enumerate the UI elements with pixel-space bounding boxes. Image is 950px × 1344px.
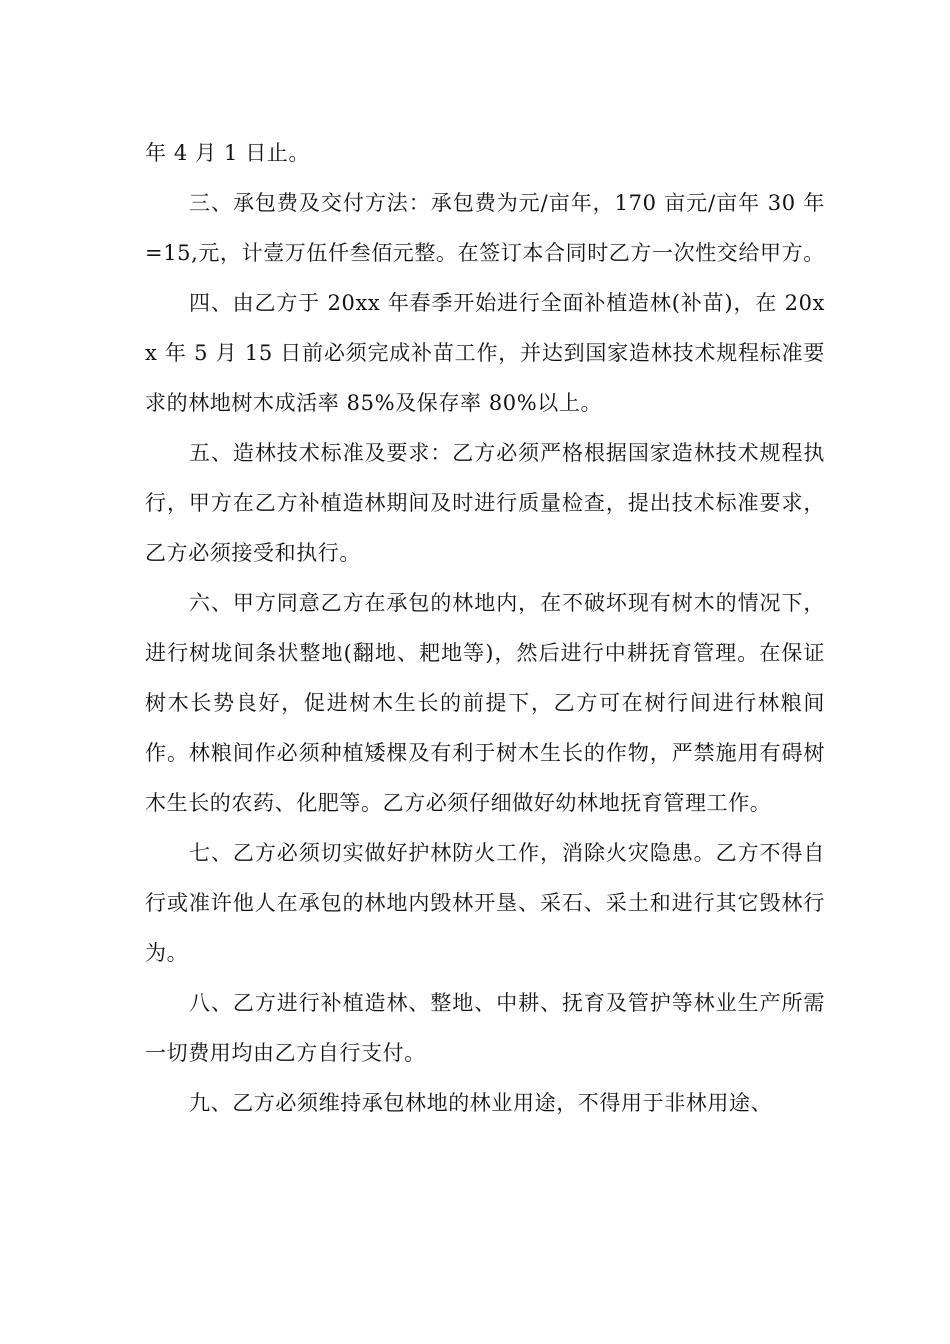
- paragraph-clause-7: 七、乙方必须切实做好护林防火工作，消除火灾隐患。乙方不得自行或准许他人在承包的林地内毁林开垦、采石、采土和进行其它毁林行为。: [145, 841, 825, 965]
- paragraph-clause-4: 四、由乙方于 20xx 年春季开始进行全面补植造林(补苗)，在 20xx 年 5 月 15 日前必须完成补苗工作，并达到国家造林技术规程标准要求的林地树木成活率 85%及保存率 80%以上。: [145, 291, 825, 415]
- document-body: [145, 128, 825, 1128]
- paragraph-clause-6: 六、甲方同意乙方在承包的林地内，在不破坏现有树木的情况下，进行树垅间条状整地(翻地、耙地等)，然后进行中耕抚育管理。在保证树木长势良好，促进树木生长的前提下，乙方可在树行间进行林粮间作。林粮间作必须种植矮棵及有利于树木生长的作物，严禁施用有碍树木生长的农药、化肥等。乙方必须仔细做好幼林地抚育管理工作。: [145, 591, 825, 815]
- paragraph-clause-3: 三、承包费及交付方法：承包费为元/亩年，170 亩元/亩年 30 年=15,元，计壹万伍仟叁佰元整。在签订本合同时乙方一次性交给甲方。: [145, 191, 825, 265]
- paragraph-clause-5: 五、造林技术标准及要求：乙方必须严格根据国家造林技术规程执行，甲方在乙方补植造林期间及时进行质量检查，提出技术标准要求，乙方必须接受和执行。: [145, 441, 825, 565]
- paragraph-continuation: 年 4 月 1 日止。: [145, 141, 311, 165]
- paragraph-clause-9: 九、乙方必须维持承包林地的林业用途，不得用于非林用途、: [189, 1091, 773, 1115]
- paragraph-clause-8: 八、乙方进行补植造林、整地、中耕、抚育及管护等林业生产所需一切费用均由乙方自行支付。: [145, 991, 825, 1065]
